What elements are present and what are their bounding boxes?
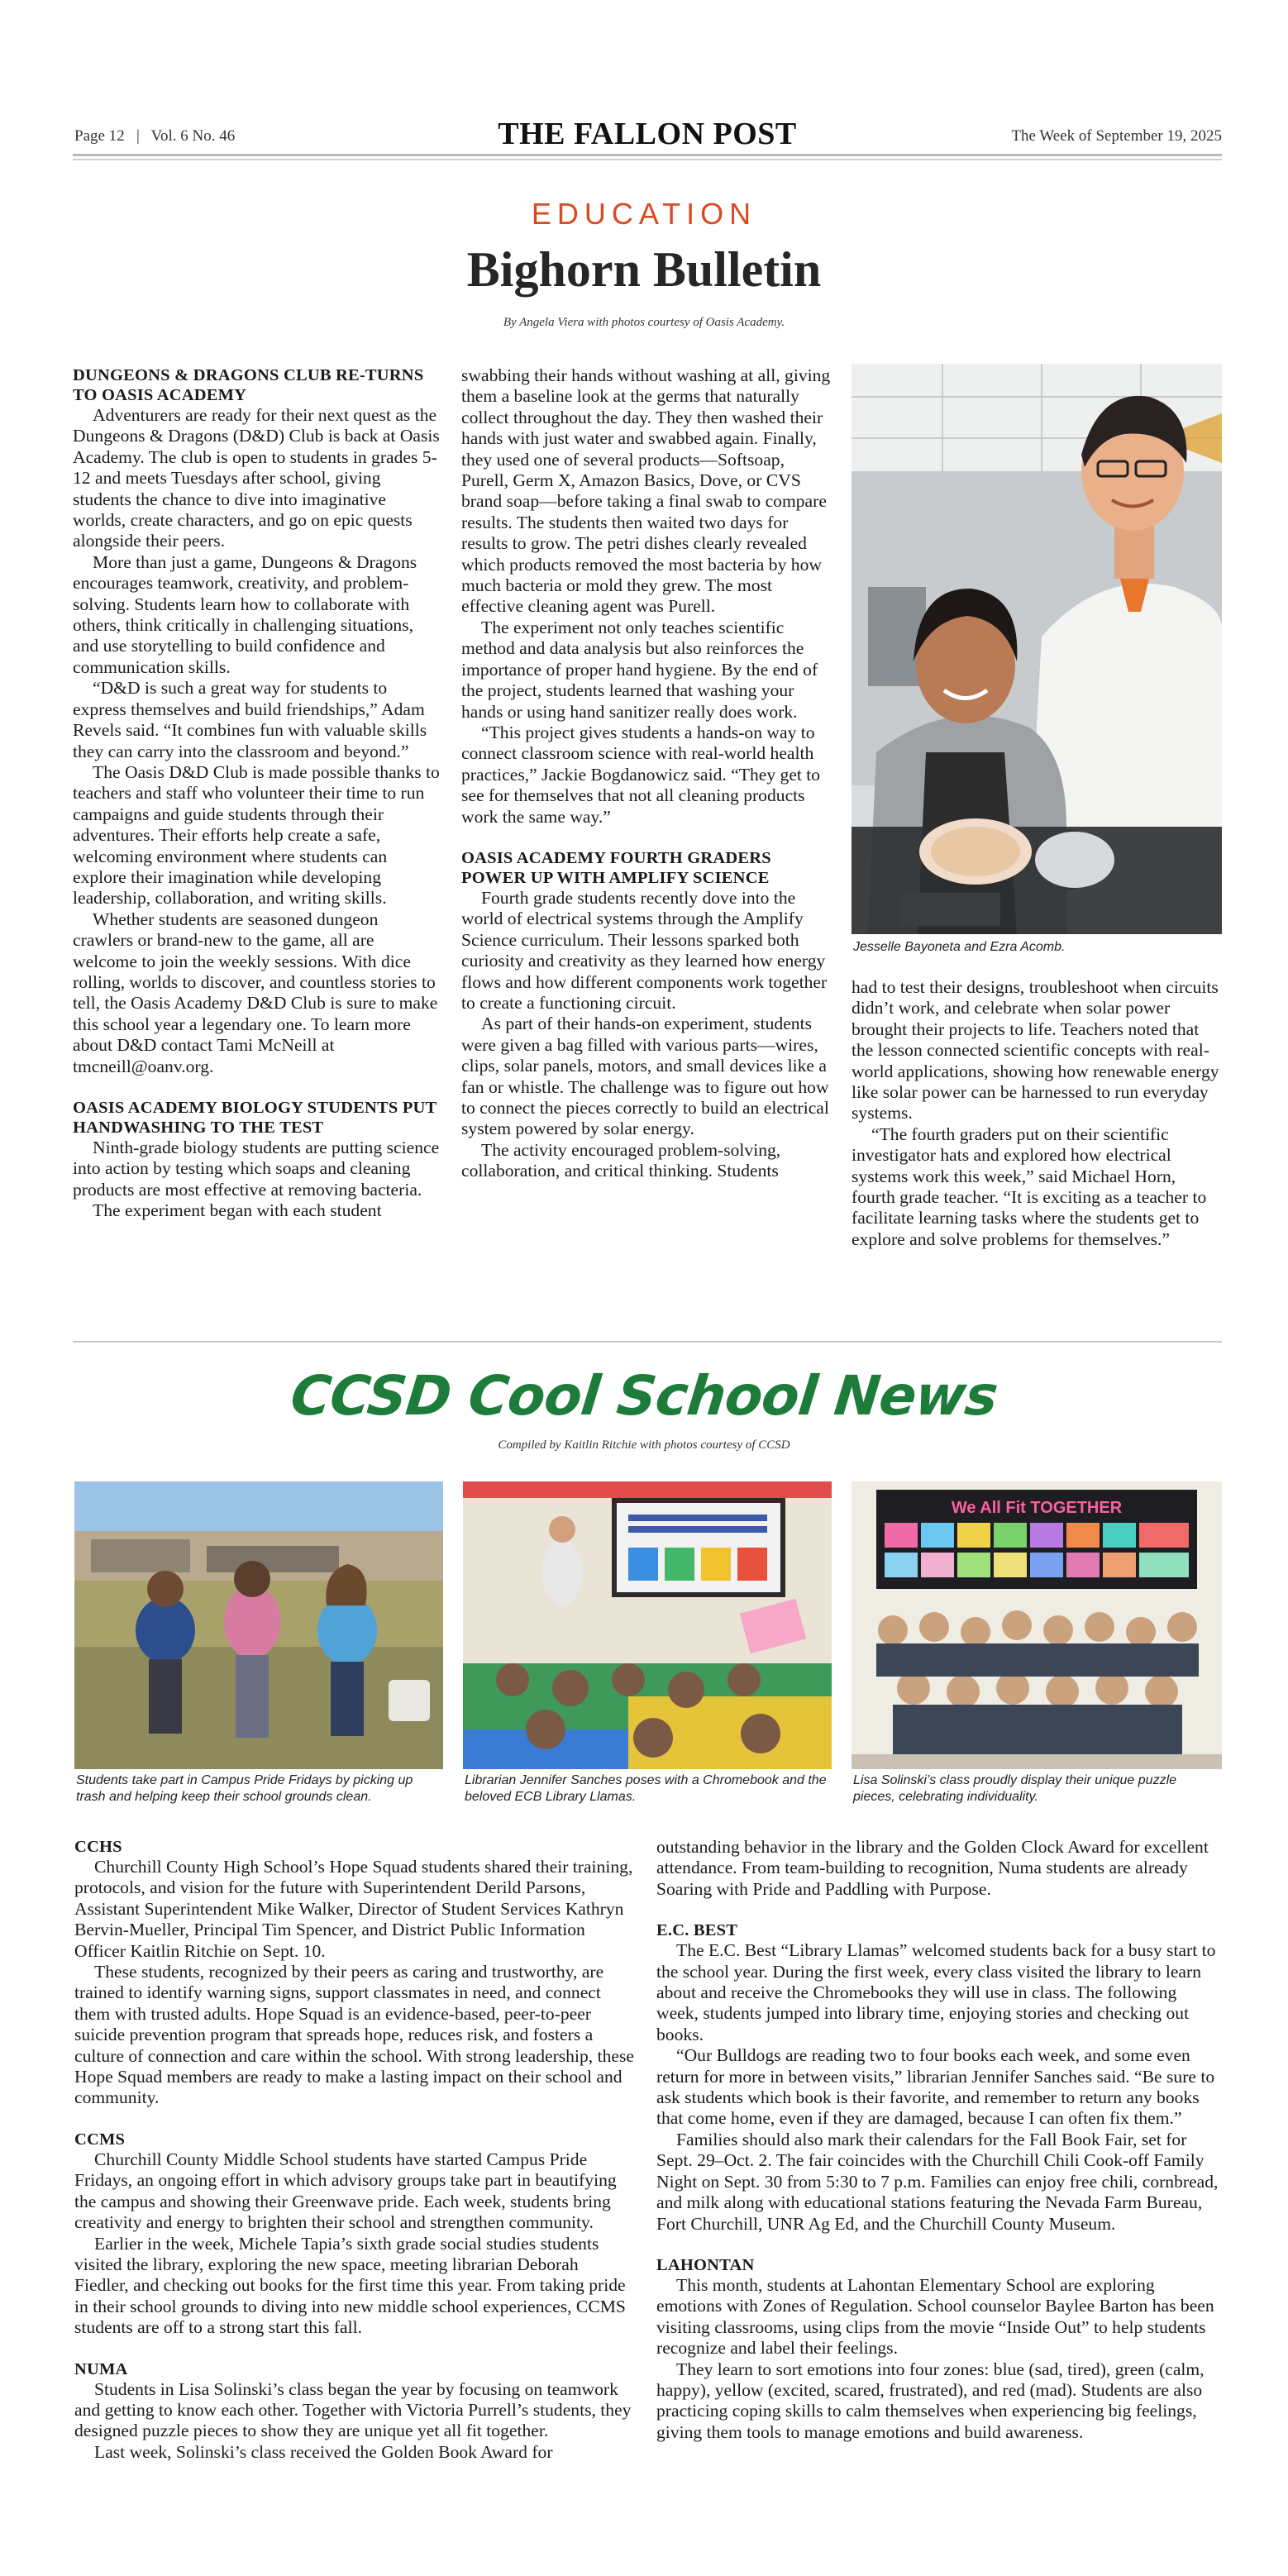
bulletin-board-banner: We All Fit TOGETHER xyxy=(951,1499,1123,1517)
paragraph: More than just a game, Dungeons & Dragons encourages teamwork, creativity, and problem-solving. Students learn how to collaborate with others, think critically in challenging situations, and use storytelling to build confidence and communication skills. xyxy=(73,551,417,677)
student-lab-photo xyxy=(852,364,1222,934)
paragraph: They learn to sort emotions into four zones: blue (sad, tired), green (calm, happy), yellow (excited, scared, frustrated), and red (mad). Students are also practicing coping skills to calm themselves when experiencing big feelings, giving them tools to manage emotions and build awareness. xyxy=(656,2359,1205,2442)
paragraph: This month, students at Lahontan Elementary School are exploring emotions with Zones of Regulation. School counselor Baylee Barton has been visiting classrooms, using clips from the movie “Inside Out” to help students recognize and label their feelings. xyxy=(656,2274,1214,2359)
oasis-column-3 xyxy=(852,977,1224,1250)
section-heading: E.C. BEST xyxy=(656,1921,738,1940)
masthead-rule-thin xyxy=(73,159,1222,160)
paragraph: Churchill County High School’s Hope Squad students shared their training, protocols, and vision for the future with Superintendent Derild Parsons, Assistant Superintendent Mike Walker, Director of Student Services Kathryn Bervin-Mueller, Principal Tim Spencer, and District Public Information Officer Kaitlin Ritchie on Sept. 10. xyxy=(74,1857,633,1961)
ccsd-column-2 xyxy=(656,1837,1219,2443)
page-number: Page 12 xyxy=(74,127,125,145)
page-title: Bighorn Bulletin xyxy=(466,242,822,297)
section-heading: LAHONTAN xyxy=(656,2255,755,2274)
separator: | xyxy=(128,127,148,145)
library-photo xyxy=(463,1481,832,1769)
paragraph: Ninth-grade biology students are putting science into action by testing which soaps and cleaning products are most effective at removing bacteria. xyxy=(73,1138,440,1200)
paragraph: The experiment not only teaches scientific method and data analysis but also reinforces the importance of proper hand hygiene. By the end of the project, students learned that washing your hands or using hand sanitizer really does work. xyxy=(461,617,818,722)
paragraph: Earlier in the week, Michele Tapia’s sixth grade social studies students visited the library, exploring the new space, meeting librarian Deborah Fiedler, and checking out books for the first time this year. From taking pride in their school grounds to diving into new middle school experiences, CCMS students are off to a strong start this fall. xyxy=(74,2233,626,2338)
section-heading: CCMS xyxy=(74,2130,126,2149)
paragraph: As part of their hands-on experiment, students were given a bag filled with various parts—wires, clips, solar panels, motors, and small devices like a fan or whistle. The challenge was to figure out how to connect the pieces correctly to build an electrical system powered by solar energy. xyxy=(461,1014,829,1139)
ccsd-column-1 xyxy=(74,1837,637,2463)
paragraph: Fourth grade students recently dove into the world of electrical systems through the Amplify Science curriculum. Their lessons sparked both curiosity and creativity as they learned how energy flows and how different components work together to create a functioning circuit. xyxy=(461,887,828,1013)
paragraph: The activity encouraged problem-solving, collaboration, and critical thinking. Students xyxy=(461,1139,781,1181)
newspaper-title: THE FALLON POST xyxy=(498,117,797,151)
class-puzzle-photo xyxy=(852,1481,1222,1769)
campus-pride-photo xyxy=(74,1481,443,1769)
oasis-column-2 xyxy=(461,365,832,1182)
section-label: EDUCATION xyxy=(531,197,757,231)
masthead xyxy=(73,116,1222,159)
paragraph: Churchill County Middle School students have started Campus Pride Fridays, an ongoing effort in which advisory groups take part in beautifying the campus and showing their Greenwave pride. Each week, students bring creativity and energy to brighten their school and strengthen community. xyxy=(74,2149,617,2233)
ccsd-section-title: CCSD Cool School News xyxy=(288,1364,1000,1428)
section-heading: DUNGEONS & DRAGONS CLUB RE-TURNS TO OASIS ACADEMY xyxy=(73,366,424,404)
paragraph: Adventurers are ready for their next quest as the Dungeons & Dragons (D&D) Club is back at Oasis Academy. The club is open to students in grades 5-12 and meets Tuesdays after school, giving students the chance to dive into imaginative worlds, create characters, and go on epic quests alongside their peers. xyxy=(73,405,440,551)
paragraph: “The fourth graders put on their scientific investigator hats and explored how electrical systems work this week,” said Michael Horn, fourth grade teacher. “It is exciting as a teacher to facilitate learning tasks where the students get to explore and solve problems for themselves.” xyxy=(852,1123,1207,1249)
library-caption: Librarian Jennifer Sanches poses with a Chromebook and the beloved ECB Library Llamas. xyxy=(465,1773,827,1804)
paragraph: “D&D is such a great way for students to express themselves and build friendships,” Adam Revels said. “It combines fun with valuable skills they can carry into the classroom and beyond.” xyxy=(73,678,427,761)
issue-date: The Week of September 19, 2025 xyxy=(1011,127,1222,145)
volume-number: Vol. 6 No. 46 xyxy=(150,127,236,145)
paragraph-continued: swabbing their hands without washing at all, giving them a baseline look at the germs that naturally collect throughout the day. They then washed their hands with just water and swabbed again. Finally, they used one of several products—Softsoap, Purell, Germ X, Amazon Basics, Dove, or CVS brand soap—before taking a final swab to compare results. The students then waited two days for results to grow. The petri dishes clearly revealed which products removed the most bacteria by how much bacteria or mold they grew. The most effective cleaning agent was Purell. xyxy=(461,365,831,617)
oasis-column-1 xyxy=(73,365,441,1222)
section-heading: OASIS ACADEMY BIOLOGY STUDENTS PUT HANDWASHING TO THE TEST xyxy=(73,1099,437,1137)
paragraph: These students, recognized by their peers as caring and trustworthy, are trained to identify warning signs, support classmates in need, and connect them with trusted adults. Hope Squad is an evidence-based, peer-to-peer suicide prevention program that spreads hope, reduces risk, and fosters a culture of connection and care within the school. With strong leadership, these Hope Squad members are ready to make a lasting impact on their school and community. xyxy=(74,1962,634,2108)
paragraph: “This project gives students a hands-on way to connect classroom science with real-world health practices,” Jackie Bogdanowicz said. “They get to see for themselves that not all cleaning products work the same way.” xyxy=(461,722,821,827)
paragraph: Last week, Solinski’s class received the Golden Book Award for xyxy=(94,2441,553,2462)
paragraph: Students in Lisa Solinski’s class began the year by focusing on teamwork and getting to know each other. Together with Victoria Purrell’s students, they designed puzzle pieces to show they are unique yet all fit together. xyxy=(74,2378,632,2441)
masthead-rule xyxy=(73,154,1222,156)
photo-caption: Jesselle Bayoneta and Ezra Acomb. xyxy=(853,940,1066,954)
paragraph: “Our Bulldogs are reading two to four books each week, and some even return for more in between visits,” librarian Jennifer Sanches said. “Be sure to ask students which book is their favorite, and remember to return any books that come home, even if they are damaged, because I can often fix them.” xyxy=(656,2045,1215,2129)
section-heading: OASIS ACADEMY FOURTH GRADERS POWER UP WITH AMPLIFY SCIENCE xyxy=(461,848,771,887)
paragraph-continued: had to test their designs, troubleshoot when circuits didn’t work, and celebrate when solar power brought their projects to life. Teachers noted that the lesson connected scientific concepts with real-world applications, showing how renewable energy like solar power can be harnessed to run everyday systems. xyxy=(852,977,1219,1123)
campus-pride-caption: Students take part in Campus Pride Fridays by picking up trash and helping keep their school grounds clean. xyxy=(76,1773,413,1804)
paragraph: The Oasis D&D Club is made possible thanks to teachers and staff who volunteer their time to run campaigns and guide students through their adventures. Their efforts help create a safe, welcoming environment where students can explore their imagination while developing leadership, collaboration, and writing skills. xyxy=(73,761,440,909)
section-heading: NUMA xyxy=(74,2359,128,2378)
ccsd-byline: Compiled by Kaitlin Ritchie with photos courtesy of CCSD xyxy=(498,1438,790,1452)
paragraph-continued: outstanding behavior in the library and the Golden Clock Award for excellent attendance. From team-building to recognition, Numa students are already Soaring with Pride and Paddling with Purpose. xyxy=(656,1837,1209,1899)
section-heading: CCHS xyxy=(74,1838,122,1856)
paragraph: The E.C. Best “Library Llamas” welcomed students back for a busy start to the school year. During the first week, every class visited the library to learn about and receive the Chromebooks they will use in class. The following week, students jumped into library time, enjoying stories and checking out books. xyxy=(656,1940,1216,2044)
section-divider xyxy=(73,1341,1222,1343)
paragraph: Families should also mark their calendars for the Fall Book Fair, set for Sept. 29–Oct. 2. The fair coincides with the Churchill Chili Cook-off Family Night on Sept. 30 from 5:30 to 7 p.m. Families can enjoy free chili, cornbread, and milk along with educational stations featuring the Nevada Farm Bureau, Fort Churchill, UNR Ag Ed, and the Churchill County Museum. xyxy=(656,2129,1219,2234)
paragraph: The experiment began with each student xyxy=(93,1200,382,1221)
paragraph: Whether students are seasoned dungeon crawlers or brand-new to the game, all are welcome to join the weekly sessions. With dice rolling, worlds to discover, and countless stories to tell, the Oasis Academy D&D Club is sure to make this school year a legendary one. To learn more about D&D contact Tami McNeill at tmcneill@oanv.org. xyxy=(73,909,438,1076)
class-puzzle-caption: Lisa Solinski’s class proudly display their unique puzzle pieces, celebrating individuality. xyxy=(853,1773,1177,1804)
byline: By Angela Viera with photos courtesy of Oasis Academy. xyxy=(503,316,785,329)
